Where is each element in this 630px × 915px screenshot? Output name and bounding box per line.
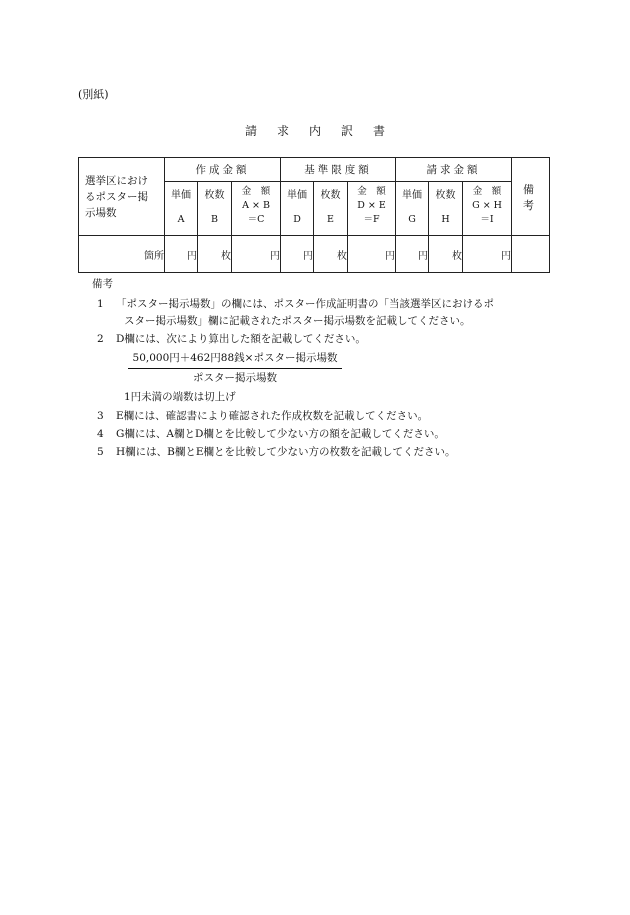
note-2: 2 D欄には、次により算出した額を記載してください。 xyxy=(97,333,366,345)
annex-label: (別紙) xyxy=(78,88,109,101)
col-unit-price-d: 単価 D xyxy=(281,182,314,236)
cell-f-yen: 円 xyxy=(348,236,396,273)
rounding-note: 1円未満の端数は切上げ xyxy=(124,391,236,403)
poster-sites-header-line1: 選挙区におけ xyxy=(85,174,148,187)
notes-section xyxy=(92,276,572,462)
cell-places: 箇所 xyxy=(79,236,165,273)
standard-limit-header: 基準限度額 xyxy=(281,158,396,182)
cell-a-yen: 円 xyxy=(165,236,198,273)
billing-breakdown-table xyxy=(78,157,550,273)
col-unit-price-a: 単価 A xyxy=(165,182,198,236)
formula-numerator: 50,000円＋462円88銭×ポスター掲示場数 xyxy=(128,350,342,369)
cell-e-sheets: 枚 xyxy=(314,236,348,273)
poster-sites-header-line2: るポスター掲 xyxy=(85,190,148,203)
note-3: 3 E欄には、確認書により確認された作成枚数を記載してください。 xyxy=(97,410,429,422)
cell-b-sheets: 枚 xyxy=(198,236,232,273)
col-amount-i: 金 額 G × H ＝I xyxy=(463,182,512,236)
poster-sites-header-line3: 示場数 xyxy=(85,206,117,219)
cell-i-yen: 円 xyxy=(463,236,512,273)
col-amount-c: 金 額 A × B ＝C xyxy=(232,182,281,236)
notes-heading: 備考 xyxy=(92,278,113,290)
cell-g-yen: 円 xyxy=(396,236,429,273)
col-amount-f: 金 額 D × E ＝F xyxy=(348,182,396,236)
col-count-b: 枚数 B xyxy=(198,182,232,236)
production-amount-header: 作成金額 xyxy=(165,158,281,182)
col-unit-price-g: 単価 G xyxy=(396,182,429,236)
col-count-h: 枚数 H xyxy=(429,182,463,236)
note-4: 4 G欄には、A欄とD欄とを比較して少ない方の額を記載してください。 xyxy=(97,428,445,440)
note-5: 5 H欄には、B欄とE欄とを比較して少ない方の枚数を記載してください。 xyxy=(97,446,456,458)
cell-remarks xyxy=(512,236,550,273)
cell-c-yen: 円 xyxy=(232,236,281,273)
cell-h-sheets: 枚 xyxy=(429,236,463,273)
formula-denominator: ポスター掲示場数 xyxy=(193,372,277,384)
claim-amount-header: 請求金額 xyxy=(396,158,512,182)
formula-fraction xyxy=(128,350,342,387)
remarks-header: 備 考 xyxy=(512,158,550,236)
cell-d-yen: 円 xyxy=(281,236,314,273)
note-1: 1 「ポスター掲示場数」の欄には、ポスター作成証明書の「当該選挙区におけるポ スター掲示場数」欄に記載されたポスター掲示場数を記載してください。 xyxy=(97,298,494,327)
col-count-e: 枚数 E xyxy=(314,182,348,236)
poster-sites-header xyxy=(79,158,165,236)
document-title: 請求内訳書 xyxy=(244,124,405,138)
